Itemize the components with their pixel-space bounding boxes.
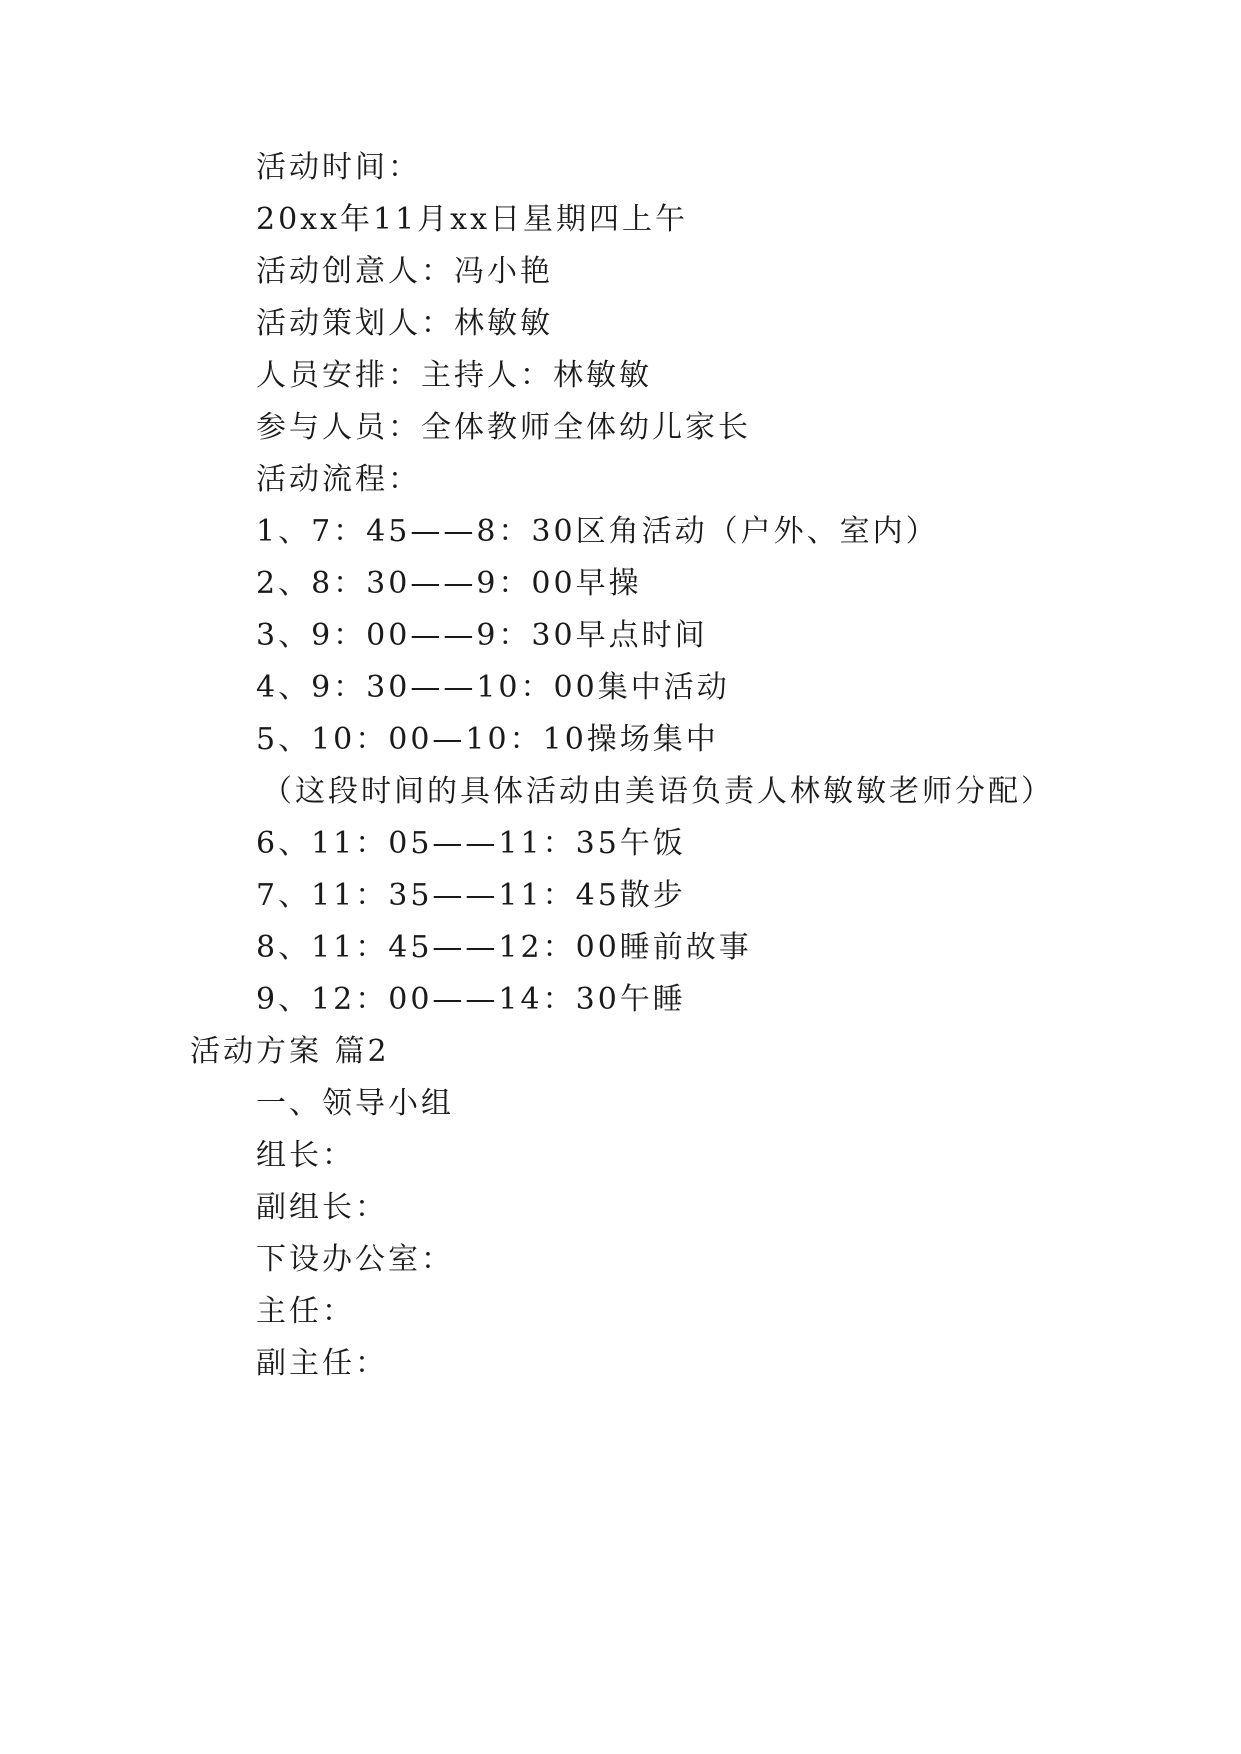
flow-item-8: 8、11：45——12：00睡前故事 (256, 930, 752, 965)
activity-flow-label: 活动流程： (256, 462, 421, 497)
planner: 活动策划人：林敏敏 (256, 306, 553, 341)
activity-time-label: 活动时间： (256, 150, 421, 185)
flow-item-2: 2、8：30——9：00早操 (256, 566, 642, 601)
flow-note: （这段时间的具体活动由美语负责人林敏敏老师分配） (262, 774, 1054, 809)
group-leader: 组长： (256, 1138, 355, 1173)
office-label: 下设办公室： (256, 1242, 454, 1277)
flow-item-5: 5、10：00—10：10操场集中 (256, 722, 719, 757)
leadership-group-title: 一、领导小组 (256, 1086, 454, 1121)
flow-item-1: 1、7：45——8：30区角活动（户外、室内） (256, 514, 939, 549)
flow-item-9: 9、12：00——14：30午睡 (256, 982, 686, 1017)
flow-item-4: 4、9：30——10：00集中活动 (256, 670, 730, 705)
deputy-group-leader: 副组长： (256, 1190, 388, 1225)
participants: 参与人员：全体教师全体幼儿家长 (256, 410, 751, 445)
director: 主任： (256, 1294, 355, 1329)
deputy-director: 副主任： (256, 1346, 388, 1381)
staffing-host: 人员安排：主持人：林敏敏 (256, 358, 652, 393)
creative-person: 活动创意人：冯小艳 (256, 254, 553, 289)
flow-item-3: 3、9：00——9：30早点时间 (256, 618, 708, 653)
activity-time-value: 20xx年11月xx日星期四上午 (256, 202, 689, 237)
flow-item-7: 7、11：35——11：45散步 (256, 878, 686, 913)
section-heading: 活动方案 篇2 (190, 1034, 390, 1069)
flow-item-6: 6、11：05——11：35午饭 (256, 826, 686, 861)
